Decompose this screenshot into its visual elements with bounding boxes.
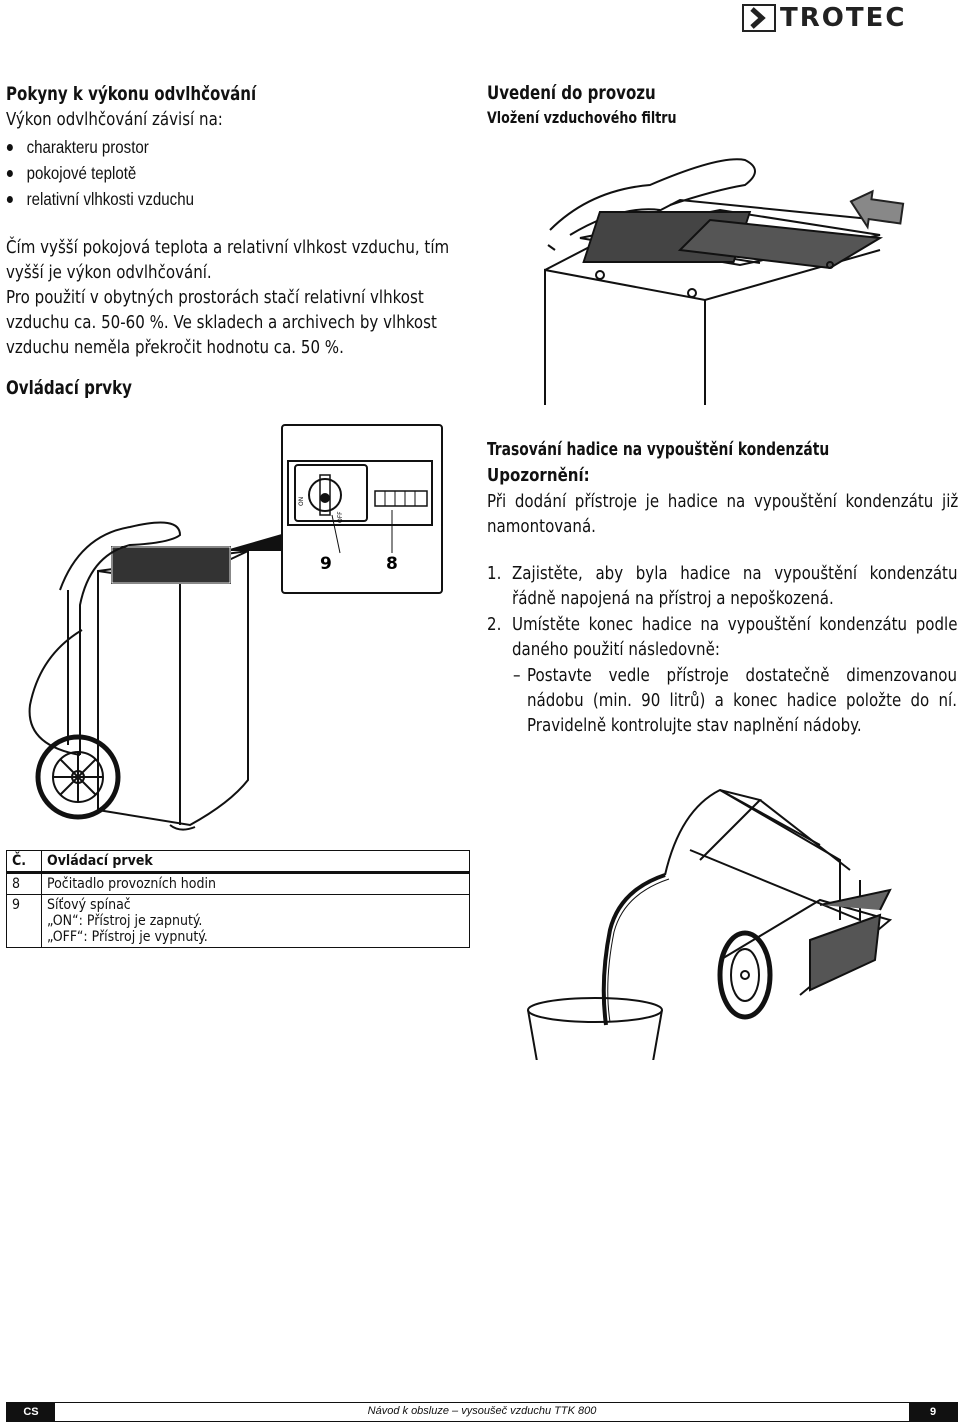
callout-9: 9 bbox=[320, 554, 332, 574]
filter-insertion-illustration bbox=[530, 150, 930, 405]
note-text: Při dodání přístroje je hadice na vypouštění kondenzátu již namontovaná. bbox=[487, 492, 959, 537]
brand-name: TROTEC bbox=[780, 3, 907, 33]
paragraph: Pro použití v obytných prostorách stačí relativní vlhkost vzduchu ca. 50-60 %. Ve skladech a archivech by vlhkost vzduchu neměla překročit hodnotu ca. 50 %. bbox=[6, 288, 437, 358]
intro-text: Výkon odvlhčování závisí na: bbox=[6, 110, 223, 130]
switch-off-label: OFF bbox=[337, 511, 344, 523]
controls-table bbox=[6, 850, 470, 948]
section-subheading: Vložení vzduchového filtru bbox=[487, 108, 677, 127]
step-text: Umístěte konec hadice na vypouštění kondenzátu podle daného použití následovně: bbox=[512, 615, 958, 660]
table-line: Síťový spínač bbox=[47, 897, 131, 913]
paragraph: Čím vyšší pokojová teplota a relativní vlhkost vzduchu, tím vyšší je výkon odvlhčování. bbox=[6, 238, 450, 283]
list-item: charakteru prostor bbox=[6, 134, 410, 160]
callout-8: 8 bbox=[386, 554, 398, 574]
switch-on-label: ON bbox=[298, 496, 305, 506]
step-text: Zajistěte, aby byla hadice na vypouštění kondenzátu řádně napojená na přístroj a nepoškozená. bbox=[512, 564, 958, 609]
table-header-no: Č. bbox=[7, 851, 42, 873]
arrow-icon bbox=[848, 189, 905, 232]
note-label: Upozornění: bbox=[487, 466, 590, 486]
dash-marker: – bbox=[513, 666, 521, 686]
table-cell-no: 9 bbox=[7, 895, 42, 948]
table-row bbox=[7, 895, 470, 948]
table-row bbox=[7, 873, 470, 895]
footer-title: Návod k obsluze – vysoušeč vzduchu TTK 800 bbox=[367, 1405, 597, 1417]
section-heading: Uvedení do provozu bbox=[487, 82, 656, 104]
hose-drain-illustration bbox=[520, 760, 940, 1060]
sub-step-text: Postavte vedle přístroje dostatečně dimenzovanou nádobu (min. 90 litrů) a konec hadice položte do ní. Pravidelně kontrolujte stav naplnění nádoby. bbox=[527, 666, 957, 736]
list-item: pokojové teplotě bbox=[6, 160, 410, 186]
step-number: 1. bbox=[487, 564, 502, 584]
dehumidifier-controls-illustration bbox=[20, 415, 470, 840]
table-header-element: Ovládací prvek bbox=[42, 851, 470, 873]
table-line: „ON“: Přístroj je zapnutý. bbox=[47, 913, 203, 929]
controls-heading: Ovládací prvky bbox=[6, 377, 132, 399]
table-cell-no: 8 bbox=[7, 873, 42, 895]
step-number: 2. bbox=[487, 615, 502, 635]
language-badge: CS bbox=[7, 1403, 55, 1421]
table-cell-element bbox=[42, 895, 470, 948]
page-number: 9 bbox=[909, 1403, 957, 1421]
hose-heading: Trasování hadice na vypouštění kondenzátu bbox=[487, 440, 830, 460]
bullet-list bbox=[6, 134, 476, 212]
page-footer bbox=[6, 1402, 958, 1422]
section-heading: Pokyny k výkonu odvlhčování bbox=[6, 83, 257, 105]
left-column bbox=[6, 83, 476, 212]
table-cell-element: Počitadlo provozních hodin bbox=[42, 873, 470, 895]
table-line: „OFF“: Přístroj je vypnutý. bbox=[47, 929, 208, 945]
trotec-logo bbox=[742, 4, 954, 32]
list-item: relativní vlhkosti vzduchu bbox=[6, 186, 410, 212]
logo-chevron-icon bbox=[742, 4, 776, 32]
